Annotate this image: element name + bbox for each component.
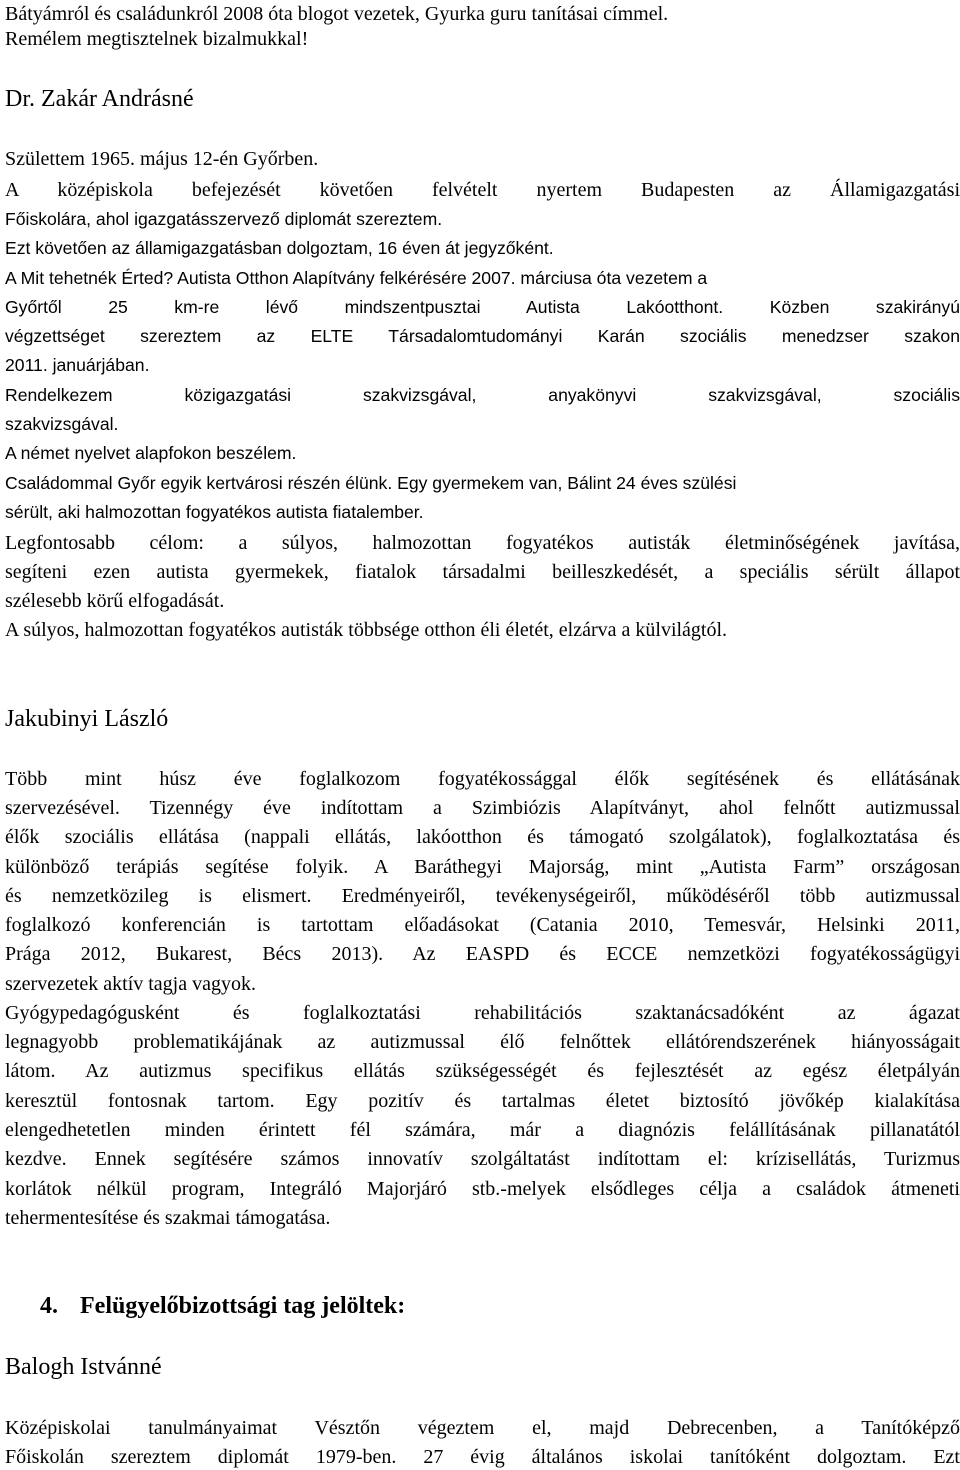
person-name-heading: Dr. Zakár Andrásné xyxy=(5,86,194,112)
paragraph-line: Több mint húsz éve foglalkozom fogyatékossággal élők segítésének és ellátásának xyxy=(5,768,960,790)
paragraph-line: Prága 2012, Bukarest, Bécs 2013). Az EASPD és ECCE nemzetközi fogyatékosságügyi xyxy=(5,943,960,965)
person-name-heading: Jakubinyi László xyxy=(5,706,169,732)
paragraph-line: tehermentesítése és szakmai támogatása. xyxy=(5,1207,331,1229)
paragraph-line: A középiskola befejezését követően felvételt nyertem Budapesten az Államigazgatási xyxy=(5,179,960,201)
paragraph-line: Születtem 1965. május 12-én Győrben. xyxy=(5,148,319,170)
paragraph-line: kezdve. Ennek segítésére számos innovatív szolgáltatást indítottam el: krízisellátás, Turizmus xyxy=(5,1148,960,1170)
paragraph-line: különböző terápiás segítése folyik. A Baráthegyi Majorság, mint „Autista Farm” országosan xyxy=(5,856,960,878)
section-number: 4. xyxy=(40,1293,58,1319)
paragraph-line: A Mit tehetnék Érted? Autista Otthon Alapítvány felkérésére 2007. márciusa óta vezetem a xyxy=(5,268,708,288)
section-heading xyxy=(40,1291,405,1321)
paragraph-line: korlátok nélkül program, Integráló Majorjáró stb.-melyek elsődleges célja a családok átmeneti xyxy=(5,1178,960,1200)
paragraph-line: látom. Az autizmus specifikus ellátás szükségességét és fejlesztését az egész életpályán xyxy=(5,1060,960,1082)
paragraph-line: A német nyelvet alapfokon beszélem. xyxy=(5,443,297,463)
paragraph-line: sérült, aki halmozottan fogyatékos autista fiatalember. xyxy=(5,502,424,522)
paragraph-line: Főiskolán szereztem diplomát 1979-ben. 27 évig általános iskolai tanítóként dolgoztam. Ezt xyxy=(5,1446,960,1468)
paragraph-line: Remélem megtisztelnek bizalmukkal! xyxy=(5,28,309,50)
paragraph-line: foglalkozó konferencián is tartottam előadásokat (Catania 2010, Temesvár, Helsinki 2011, xyxy=(5,914,960,936)
paragraph-line: 2011. januárjában. xyxy=(5,355,150,375)
person-name-heading: Balogh Istvánné xyxy=(5,1354,162,1380)
paragraph-line: Rendelkezem közigazgatási szakvizsgával, anyakönyvi szakvizsgával, szociális xyxy=(5,385,960,405)
paragraph-line: és nemzetközileg is elismert. Eredményeiről, tevékenységeiről, működéséről több autizmussal xyxy=(5,885,960,907)
paragraph-line: szervezésével. Tizennégy éve indítottam a Szimbiózis Alapítványt, ahol felnőtt autizmussal xyxy=(5,797,960,819)
paragraph-line: Győrtől 25 km-re lévő mindszentpusztai Autista Lakóotthont. Közben szakirányú xyxy=(5,297,960,317)
paragraph-line: szélesebb körű elfogadását. xyxy=(5,590,225,612)
paragraph-line: szakvizsgával. xyxy=(5,414,119,434)
paragraph-line: Gyógypedagógusként és foglalkoztatási rehabilitációs szaktanácsadóként az ágazat xyxy=(5,1002,960,1024)
paragraph-line: elengedhetetlen minden érintett fél számára, már a diagnózis felállításának pillanatától xyxy=(5,1119,960,1141)
section-title: Felügyelőbizottsági tag jelöltek: xyxy=(80,1293,406,1319)
paragraph-line: Családommal Győr egyik kertvárosi részén élünk. Egy gyermekem van, Bálint 24 éves szülési xyxy=(5,473,737,493)
paragraph-line: segíteni ezen autista gyermekek, fiatalok társadalmi beilleszkedését, a speciális sérült állapot xyxy=(5,561,960,583)
paragraph-line: Bátyámról és családunkról 2008 óta blogot vezetek, Gyurka guru tanításai címmel. xyxy=(5,3,669,25)
paragraph-line: Középiskolai tanulmányaimat Vésztőn végeztem el, majd Debrecenben, a Tanítóképző xyxy=(5,1417,960,1439)
paragraph-line: legnagyobb problematikájának az autizmussal élő felnőttek ellátórendszerének hiányosságait xyxy=(5,1031,960,1053)
paragraph-line: szervezetek aktív tagja vagyok. xyxy=(5,973,256,995)
paragraph-line: keresztül fontosnak tartom. Egy pozitív és tartalmas életet biztosító jövőkép kialakítása xyxy=(5,1090,960,1112)
paragraph-line: A súlyos, halmozottan fogyatékos autisták többsége otthon éli életét, elzárva a külvilágtól. xyxy=(5,619,728,641)
paragraph-line: Legfontosabb célom: a súlyos, halmozottan fogyatékos autisták életminőségének javítása, xyxy=(5,532,960,554)
paragraph-line: élők szociális ellátása (nappali ellátás, lakóotthon és támogató szolgálatok), foglalkoztatása és xyxy=(5,826,960,848)
paragraph-line: végzettséget szereztem az ELTE Társadalomtudományi Karán szociális menedzser szakon xyxy=(5,326,960,346)
paragraph-line: Ezt követően az államigazgatásban dolgoztam, 16 éven át jegyzőként. xyxy=(5,238,554,258)
paragraph-line: Főiskolára, ahol igazgatásszervező diplomát szereztem. xyxy=(5,209,443,229)
